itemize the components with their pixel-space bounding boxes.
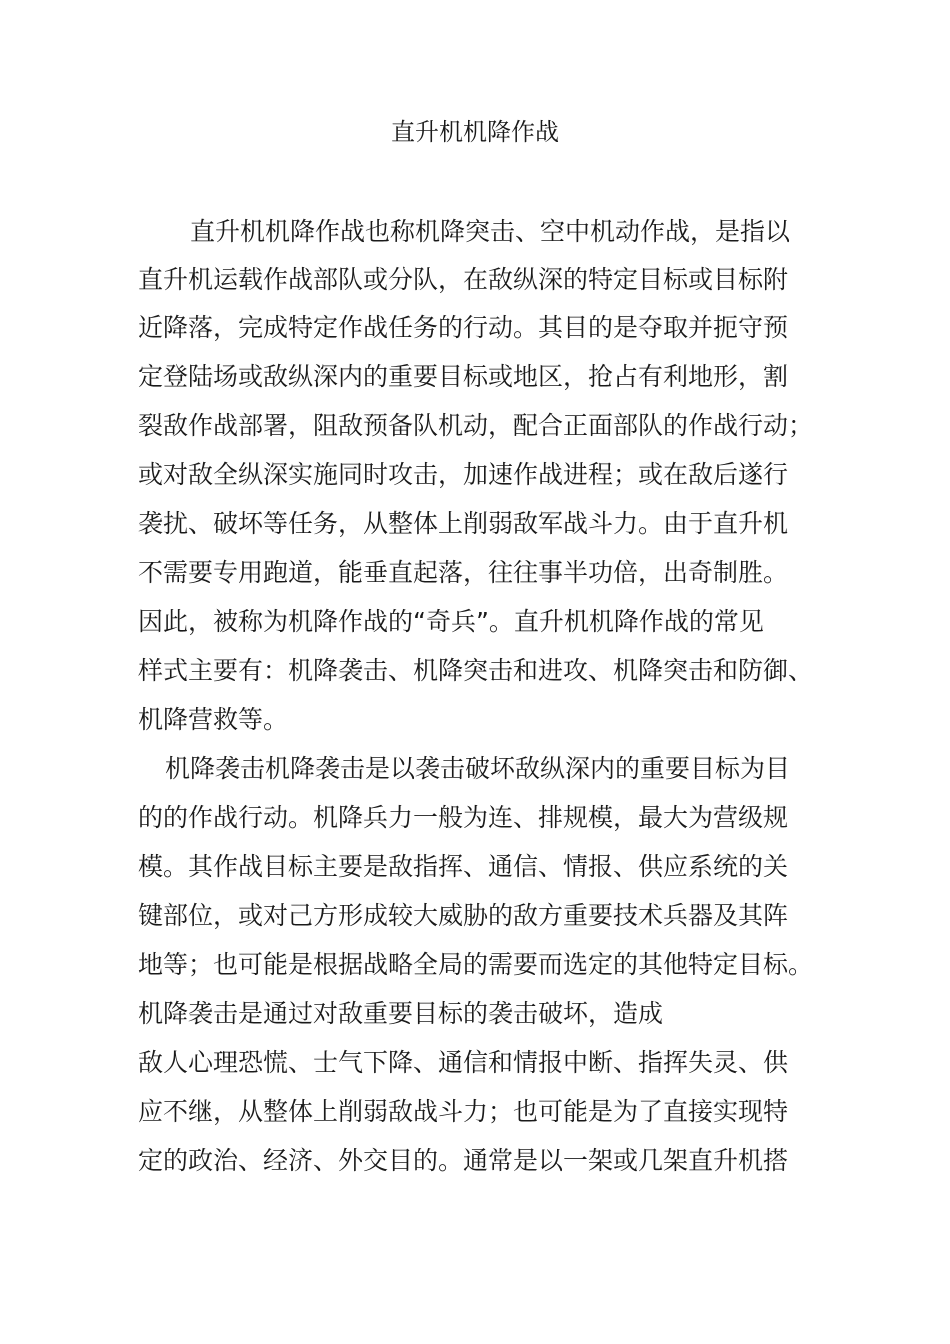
text-line: 裂敌作战部署，阻敌预备队机动，配合正面部队的作战行动； [138,411,814,440]
text-line: 因此，被称为机降作战的“奇兵”。直升机机降作战的常见 [138,607,764,636]
text-line: 定登陆场或敌纵深内的重要目标或地区，抢占有利地形，割 [138,362,789,391]
text-line: 不需要专用跑道，能垂直起落，往往事半功倍，出奇制胜。 [138,558,789,587]
text-line: 样式主要有：机降袭击、机降突击和进攻、机降突击和防御、 [138,656,814,685]
text-line: 或对敌全纵深实施同时攻击，加速作战进程；或在敌后遂行 [138,460,789,489]
text-line: 袭扰、破坏等任务，从整体上削弱敌军战斗力。由于直升机 [138,509,789,538]
text-line: 定的政治、经济、外交目的。通常是以一架或几架直升机搭 [138,1146,789,1175]
text-line: 应不继，从整体上削弱敌战斗力；也可能是为了直接实现特 [138,1097,789,1126]
text-line: 机降袭击机降袭击是以袭击破坏敌纵深内的重要目标为目 [165,754,791,783]
text-line: 模。其作战目标主要是敌指挥、通信、情报、供应系统的关 [138,852,789,881]
text-line: 键部位，或对己方形成较大威胁的敌方重要技术兵器及其阵 [138,901,789,930]
text-line: 地等；也可能是根据战略全局的需要而选定的其他特定目标。 [138,950,814,979]
text-line: 的的作战行动。机降兵力一般为连、排规模，最大为营级规 [138,803,789,832]
text-line: 机降营救等。 [138,705,289,734]
text-line: 近降落，完成特定作战任务的行动。其目的是夺取并扼守预 [138,313,789,342]
text-line: 机降袭击是通过对敌重要目标的袭击破坏，造成 [138,999,664,1028]
text-line: 直升机机降作战也称机降突击、空中机动作战，是指以 [190,217,791,246]
text-line: 直升机运载作战部队或分队，在敌纵深的特定目标或目标附 [138,265,789,294]
document-title: 直升机机降作战 [391,118,559,146]
text-line: 敌人心理恐慌、士气下降、通信和情报中断、指挥失灵、供 [138,1048,789,1077]
